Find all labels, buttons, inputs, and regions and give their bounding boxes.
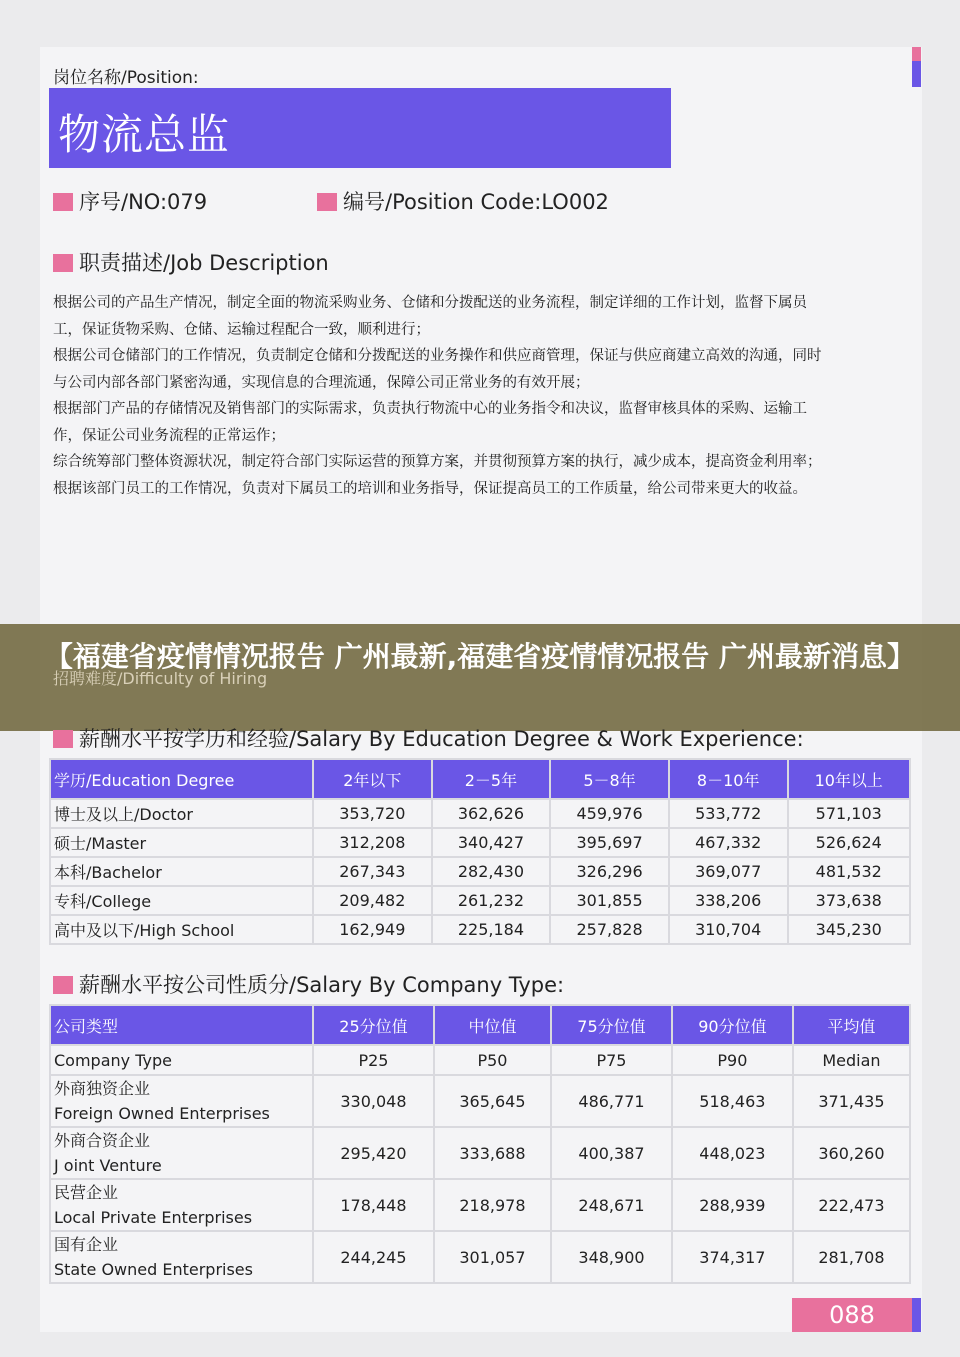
company-salary-table	[49, 1004, 911, 1284]
company-salary-heading	[53, 969, 564, 999]
table-cell: 248,671	[551, 1179, 672, 1231]
table-cell: 348,900	[551, 1231, 672, 1283]
position-title: 物流总监	[58, 110, 231, 159]
column-header: 学历/Education Degree	[50, 759, 313, 799]
row-label-en: J oint Venture	[54, 1156, 162, 1175]
row-label	[50, 1179, 313, 1231]
table-cell: 326,296	[550, 857, 669, 886]
description-line: 与公司内部各部门紧密沟通，实现信息的合理流通，保障公司正常业务的有效开展；	[53, 374, 590, 391]
table-cell: 288,939	[672, 1179, 793, 1231]
table-cell: 257,828	[550, 915, 669, 944]
description-line: 根据该部门员工的工作情况，负责对下属员工的培训和业务指导，保证提高员工的工作质量，给公司带来更大的收益。	[53, 480, 807, 497]
row-label: 博士及以上/Doctor	[50, 799, 313, 828]
description-line: 工，保证货物采购、仓储、运输过程配合一致，顺利进行；	[53, 321, 430, 338]
row-label-en: Foreign Owned Enterprises	[54, 1104, 270, 1123]
row-label	[50, 1075, 313, 1127]
table-cell: 209,482	[313, 886, 432, 915]
table-cell: 448,023	[672, 1127, 793, 1179]
corner-decoration	[912, 47, 921, 87]
table-cell: 301,057	[434, 1231, 551, 1283]
row-label	[50, 1127, 313, 1179]
pink-square-bullet	[53, 193, 73, 211]
table-row	[50, 915, 910, 944]
table-cell: 373,638	[788, 886, 911, 915]
table-cell: 218,978	[434, 1179, 551, 1231]
difficulty-heading: 招聘难度/Difficulty of Hiring	[53, 669, 268, 688]
table-cell: 518,463	[672, 1075, 793, 1127]
row-label: 专科/College	[50, 886, 313, 915]
column-header: 5－8年	[550, 759, 669, 799]
table-cell: 345,230	[788, 915, 911, 944]
table-cell: 467,332	[669, 828, 788, 857]
row-label-cn: 民营企业	[54, 1183, 119, 1202]
row-label	[50, 1231, 313, 1283]
page-number-strip	[912, 1298, 921, 1332]
table-cell: 365,645	[434, 1075, 551, 1127]
table-cell: 222,473	[793, 1179, 910, 1231]
table-row	[50, 1127, 910, 1179]
description-line: 根据公司仓储部门的工作情况，负责制定仓储和分拨配送的业务操作和供应商管理，保证与供应商建立高效的沟通，同时	[53, 348, 822, 364]
job-description-heading	[53, 247, 329, 277]
table-cell: 362,626	[432, 799, 551, 828]
table-row	[50, 886, 910, 915]
column-header: 75分位值	[551, 1005, 672, 1045]
column-header: 公司类型	[50, 1005, 313, 1045]
table-cell: P50	[434, 1045, 551, 1075]
table-cell: 400,387	[551, 1127, 672, 1179]
pink-square-bullet	[53, 254, 73, 272]
table-cell: 360,260	[793, 1127, 910, 1179]
table-cell: 395,697	[550, 828, 669, 857]
row-label-cn: 国有企业	[54, 1235, 119, 1254]
table-row	[50, 1075, 910, 1127]
table-units-row	[50, 1045, 910, 1075]
table-cell: 261,232	[432, 886, 551, 915]
row-label-cn: 外商独资企业	[54, 1079, 151, 1098]
job-heading-text: 职责描述/Job Description	[79, 251, 329, 275]
table-cell: 338,206	[669, 886, 788, 915]
table-cell: P75	[551, 1045, 672, 1075]
table-row	[50, 1179, 910, 1231]
table-cell: 225,184	[432, 915, 551, 944]
table-cell: 281,708	[793, 1231, 910, 1283]
table-cell: 371,435	[793, 1075, 910, 1127]
table-cell: 244,245	[313, 1231, 434, 1283]
table-cell: 310,704	[669, 915, 788, 944]
code-heading	[317, 186, 609, 216]
table-cell: 330,048	[313, 1075, 434, 1127]
table-cell: 340,427	[432, 828, 551, 857]
description-line: 作，保证公司业务流程的正常运作；	[53, 427, 285, 444]
table-cell: 459,976	[550, 799, 669, 828]
row-label: Company Type	[50, 1045, 313, 1075]
table-row	[50, 828, 910, 857]
column-header: 2－5年	[432, 759, 551, 799]
table-cell: 481,532	[788, 857, 911, 886]
overlay-title: 【福建省疫情情况报告 广州最新,福建省疫情情况报告 广州最新消息】	[44, 640, 916, 673]
edu-heading-text: 薪酬水平按学历和经验/Salary By Education Degree & Work Experience:	[79, 727, 804, 751]
row-label: 硕士/Master	[50, 828, 313, 857]
table-row	[50, 857, 910, 886]
table-cell: 295,420	[313, 1127, 434, 1179]
column-header: 90分位值	[672, 1005, 793, 1045]
table-header-row	[50, 1005, 910, 1045]
table-cell: 374,317	[672, 1231, 793, 1283]
row-label-en: State Owned Enterprises	[54, 1260, 253, 1279]
row-label-cn: 外商合资企业	[54, 1131, 151, 1150]
table-cell: 178,448	[313, 1179, 434, 1231]
table-cell: 353,720	[313, 799, 432, 828]
column-header: 平均值	[793, 1005, 910, 1045]
table-cell: 162,949	[313, 915, 432, 944]
table-row	[50, 799, 910, 828]
table-cell: 301,855	[550, 886, 669, 915]
edu-salary-heading	[53, 723, 804, 753]
table-cell: 282,430	[432, 857, 551, 886]
table-header-row	[50, 759, 910, 799]
description-line: 根据部门产品的存储情况及销售部门的实际需求，负责执行物流中心的业务指令和决议，监督审核具体的采购、运输工	[53, 401, 807, 417]
table-cell: P25	[313, 1045, 434, 1075]
column-header: 8－10年	[669, 759, 788, 799]
column-header: 10年以上	[788, 759, 911, 799]
row-label: 高中及以下/High School	[50, 915, 313, 944]
pink-square-bullet	[53, 976, 73, 994]
company-heading-text: 薪酬水平按公司性质分/Salary By Company Type:	[79, 973, 565, 997]
description-line: 综合统筹部门整体资源状况，制定符合部门实际运营的预算方案，并贯彻预算方案的执行，减少成本，提高资金利用率；	[53, 454, 822, 470]
description-line: 根据公司的产品生产情况，制定全面的物流采购业务、仓储和分拨配送的业务流程，制定详细的工作计划，监督下属员	[53, 295, 807, 311]
column-header: 2年以下	[313, 759, 432, 799]
table-cell: 486,771	[551, 1075, 672, 1127]
job-description	[53, 290, 913, 502]
column-header: 中位值	[434, 1005, 551, 1045]
table-cell: P90	[672, 1045, 793, 1075]
table-cell: 369,077	[669, 857, 788, 886]
table-cell: 571,103	[788, 799, 911, 828]
pink-square-bullet	[317, 193, 337, 211]
position-label: 岗位名称/Position:	[53, 68, 199, 88]
column-header: 25分位值	[313, 1005, 434, 1045]
row-label: 本科/Bachelor	[50, 857, 313, 886]
page-number: 088	[792, 1298, 912, 1332]
table-row	[50, 1231, 910, 1283]
number-text: 序号/NO:079	[79, 190, 208, 214]
edu-salary-table	[49, 758, 911, 945]
table-cell: 526,624	[788, 828, 911, 857]
row-label-en: Local Private Enterprises	[54, 1208, 253, 1227]
table-cell: 267,343	[313, 857, 432, 886]
number-heading	[53, 186, 207, 216]
pink-square-bullet	[53, 730, 73, 748]
table-cell: 333,688	[434, 1127, 551, 1179]
table-cell: 312,208	[313, 828, 432, 857]
table-cell: 533,772	[669, 799, 788, 828]
table-cell: Median	[793, 1045, 910, 1075]
code-text: 编号/Position Code:LO002	[343, 190, 609, 214]
